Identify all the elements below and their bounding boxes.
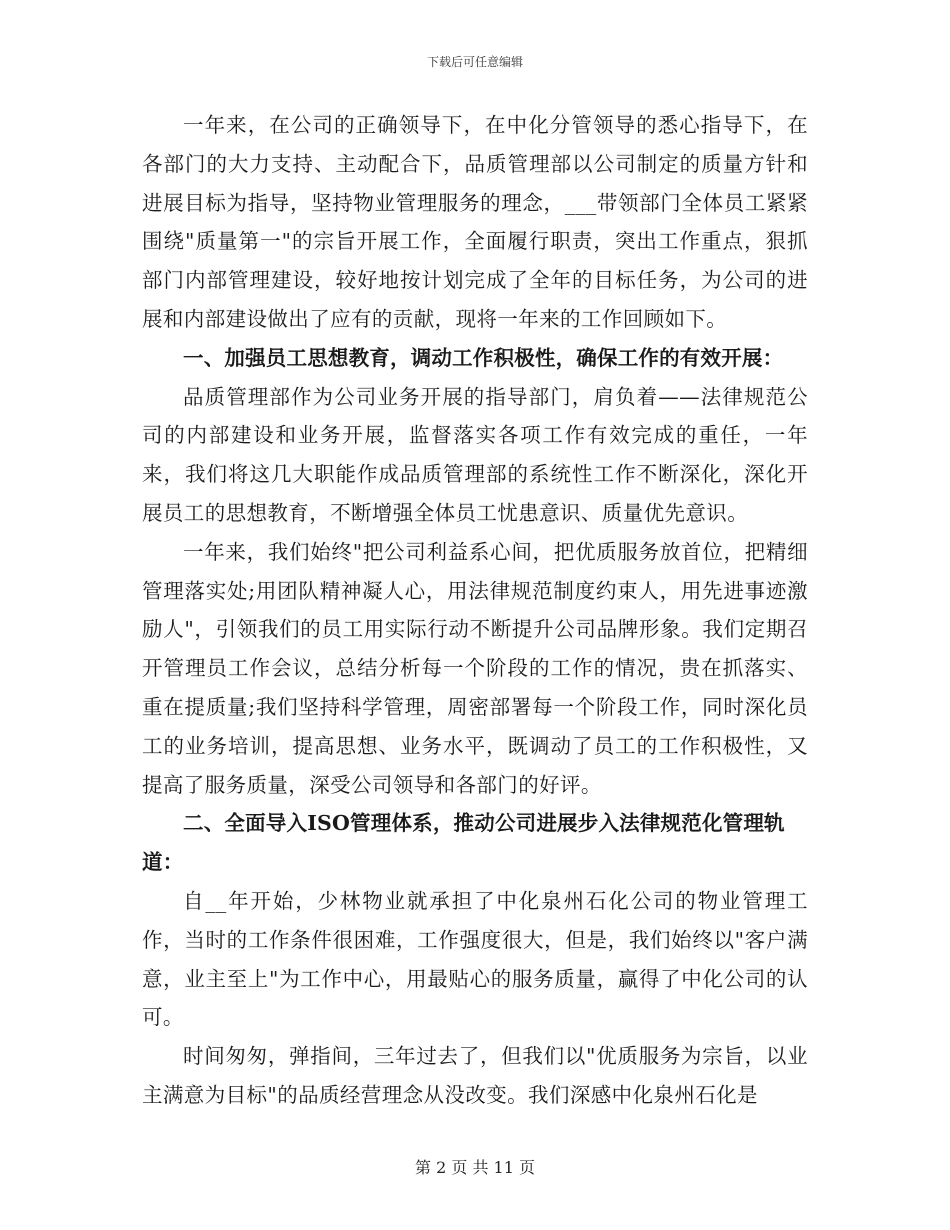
section-heading-1: 一、加强员工思想教育，调动工作积极性，确保工作的有效开展：: [183, 345, 784, 370]
paragraph-quality-dept: 品质管理部作为公司业务开展的指导部门，肩负着——法律规范公司的内部建设和业务开展，监督落实各项工作有效完成的重任，一年来，我们将这几大职能作成品质管理部的系统性工作不断深化，深化开展员工的思想教育，不断增强全体员工忧患意识、质量优先意识。: [142, 384, 808, 525]
page-header-note: 下载后可任意编辑: [426, 55, 523, 69]
paragraph-time-passes: 时间匆匆，弹指间，三年过去了，但我们以"优质服务为宗旨，以业主满意为目标"的品质经营理念从没改变。我们深感中化泉州石化是: [142, 1044, 808, 1107]
paragraph-year-review: 一年来，我们始终"把公司利益系心间，把优质服务放首位，把精细管理落实处;用团队精神凝人心，用法律规范制度约束人，用先进事迹激励人"，引领我们的员工用实际行动不断提升公司品牌形象。我们定期召开管理员工作会议，总结分析每一个阶段的工作的情况，贵在抓落实、重在提质量;我们坚持科学管理，周密部署每一个阶段工作，同时深化员工的业务培训，提高思想、业务水平，既调动了员工的工作积极性，又提高了服务质量，深受公司领导和各部门的好评。: [142, 539, 808, 797]
section-heading-2: 二、全面导入ISO管理体系，推动公司进展步入法律规范化管理轨道：: [142, 811, 785, 875]
paragraph-since-start: 自__年开始，少林物业就承担了中化泉州石化公司的物业管理工作，当时的工作条件很困难，工作强度很大，但是，我们始终以"客户满意，业主至上"为工作中心，用最贴心的服务质量，赢得了中化公司的认可。: [142, 888, 808, 1030]
page-number: 第 2 页 共 11 页: [415, 1158, 535, 1177]
document-body: [142, 106, 808, 1115]
paragraph-intro: 一年来，在公司的正确领导下，在中化分管领导的悉心指导下，在各部门的大力支持、主动配合下，品质管理部以公司制定的质量方针和进展目标为指导，坚持物业管理服务的理念，___带领部门全体员工紧紧围绕"质量第一"的宗旨开展工作，全面履行职责，突出工作重点，狠抓部门内部管理建设，较好地按计划完成了全年的目标任务，为公司的进展和内部建设做出了应有的贡献，现将一年来的工作回顾如下。: [142, 113, 808, 331]
